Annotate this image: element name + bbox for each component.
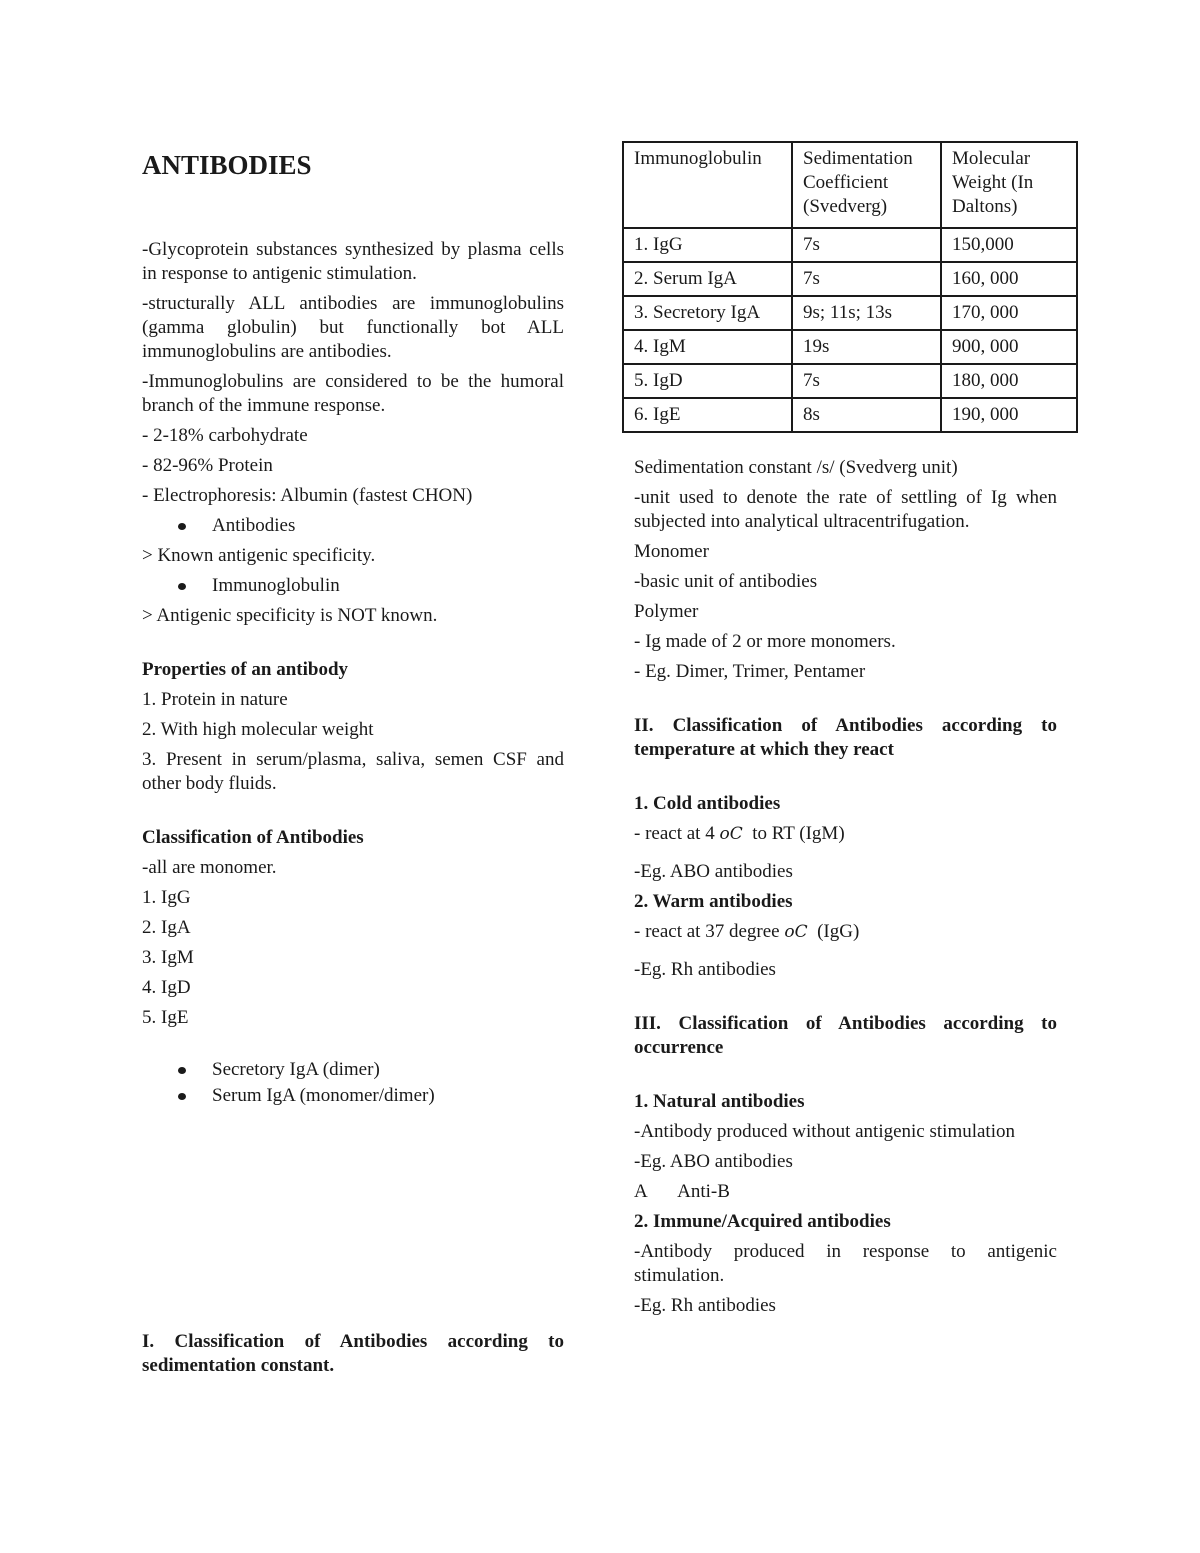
sedimentation-definition: -unit used to denote the rate of settling of Ig when subjected into analytical ultracentrifugation. xyxy=(634,487,1057,532)
bullet-immunoglobulin: Immunoglobulin xyxy=(142,574,564,598)
properties-heading: Properties of an antibody xyxy=(142,659,349,680)
warm-antibodies-example: -Eg. Rh antibodies xyxy=(634,959,776,980)
table-cell: 150,000 xyxy=(941,228,1077,262)
bullet-secretory-iga: Secretory IgA (dimer) xyxy=(142,1058,564,1082)
polymer-examples: - Eg. Dimer, Trimer, Pentamer xyxy=(634,661,866,682)
bullet-dot-icon xyxy=(178,1093,186,1100)
property-item: 2. With high molecular weight xyxy=(142,719,374,740)
protein-line: - 82-96% Protein xyxy=(142,455,273,476)
natural-antibodies-definition: -Antibody produced without antigenic stimulation xyxy=(634,1121,1015,1142)
classification-note: -all are monomer. xyxy=(142,857,277,878)
table-cell: 2. Serum IgA xyxy=(623,262,792,296)
warm-antibodies-temp: - react at 37 degree oC (IgG) xyxy=(634,921,860,942)
natural-antibodies-example: -Eg. ABO antibodies xyxy=(634,1151,793,1172)
table-header-cell: Molecular Weight (In Daltons) xyxy=(941,142,1077,228)
table-cell: 7s xyxy=(792,262,941,296)
warm-antibodies-heading: 2. Warm antibodies xyxy=(634,891,793,912)
bullet-dot-icon xyxy=(178,1067,186,1074)
structure-paragraph: -structurally ALL antibodies are immunoglobulins (gamma globulin) but functionally bot ALL immunoglobulins are antibodies. xyxy=(142,293,564,362)
table-cell: 7s xyxy=(792,364,941,398)
table-header-cell: Sedimentation Coefficient (Svedverg) xyxy=(792,142,941,228)
cold-antibodies-temp: - react at 4 oC to RT (IgM) xyxy=(634,823,845,844)
table-cell: 19s xyxy=(792,330,941,364)
celsius-unit: oC xyxy=(719,824,743,844)
carbohydrate-line: - 2-18% carbohydrate xyxy=(142,425,308,446)
cold-antibodies-example: -Eg. ABO antibodies xyxy=(634,861,793,882)
immunoglobulin-table xyxy=(622,141,1078,433)
monomer-definition: -basic unit of antibodies xyxy=(634,571,818,592)
immunoglobulin-table-wrapper xyxy=(622,141,1078,433)
table-header-row xyxy=(623,142,1077,228)
class-item: 2. IgA xyxy=(142,917,191,938)
table-row xyxy=(623,364,1077,398)
polymer-term: Polymer xyxy=(634,601,699,622)
page-title: ANTIBODIES xyxy=(142,150,312,180)
table-cell: 5. IgD xyxy=(623,364,792,398)
table-header-cell: Immunoglobulin xyxy=(623,142,792,228)
section-1-heading: I. Classification of Antibodies according to sedimentation constant. xyxy=(142,1331,564,1376)
class-item: 3. IgM xyxy=(142,947,194,968)
left-column xyxy=(142,148,564,1378)
celsius-unit: oC xyxy=(784,922,808,942)
table-cell: 7s xyxy=(792,228,941,262)
section-3-heading: III. Classification of Antibodies according to occurrence xyxy=(634,1013,1057,1058)
bullet-dot-icon xyxy=(178,583,186,590)
electrophoresis-line: - Electrophoresis: Albumin (fastest CHON) xyxy=(142,485,473,506)
class-item: 1. IgG xyxy=(142,887,191,908)
definition-paragraph: -Glycoprotein substances synthesized by plasma cells in response to antigenic stimulation. xyxy=(142,239,564,284)
cold-antibodies-heading: 1. Cold antibodies xyxy=(634,793,781,814)
immune-antibodies-heading: 2. Immune/Acquired antibodies xyxy=(634,1211,891,1232)
table-cell: 8s xyxy=(792,398,941,432)
natural-antibodies-heading: 1. Natural antibodies xyxy=(634,1091,805,1112)
table-cell: 190, 000 xyxy=(941,398,1077,432)
table-cell: 160, 000 xyxy=(941,262,1077,296)
class-item: 4. IgD xyxy=(142,977,191,998)
table-cell: 1. IgG xyxy=(623,228,792,262)
section-2-heading: II. Classification of Antibodies according to temperature at which they react xyxy=(634,715,1057,760)
known-specificity-line: > Known antigenic specificity. xyxy=(142,545,376,566)
right-column xyxy=(634,456,1057,1318)
table-row xyxy=(623,262,1077,296)
bullet-antibodies: Antibodies xyxy=(142,514,564,538)
sedimentation-constant-line: Sedimentation constant /s/ (Svedverg unit) xyxy=(634,457,958,478)
table-cell: 900, 000 xyxy=(941,330,1077,364)
property-item: 1. Protein in nature xyxy=(142,689,288,710)
bullet-dot-icon xyxy=(178,523,186,530)
table-cell: 170, 000 xyxy=(941,296,1077,330)
table-row xyxy=(623,398,1077,432)
table-row xyxy=(623,330,1077,364)
table-cell: 3. Secretory IgA xyxy=(623,296,792,330)
polymer-definition: - Ig made of 2 or more monomers. xyxy=(634,631,896,652)
class-item: 5. IgE xyxy=(142,1007,189,1028)
humoral-paragraph: -Immunoglobulins are considered to be the humoral branch of the immune response. xyxy=(142,371,564,416)
immune-antibodies-example: -Eg. Rh antibodies xyxy=(634,1295,776,1316)
property-item: 3. Present in serum/plasma, saliva, semen CSF and other body fluids. xyxy=(142,749,564,794)
immune-antibodies-definition: -Antibody produced in response to antigenic stimulation. xyxy=(634,1241,1057,1286)
unknown-specificity-line: > Antigenic specificity is NOT known. xyxy=(142,605,438,626)
table-row xyxy=(623,296,1077,330)
table-cell: 4. IgM xyxy=(623,330,792,364)
table-cell: 6. IgE xyxy=(623,398,792,432)
table-row xyxy=(623,228,1077,262)
monomer-term: Monomer xyxy=(634,541,709,562)
natural-antibodies-blood-type: A Anti-B xyxy=(634,1181,730,1202)
table-cell: 9s; 11s; 13s xyxy=(792,296,941,330)
classification-heading: Classification of Antibodies xyxy=(142,827,364,848)
bullet-serum-iga: Serum IgA (monomer/dimer) xyxy=(142,1084,564,1108)
table-cell: 180, 000 xyxy=(941,364,1077,398)
